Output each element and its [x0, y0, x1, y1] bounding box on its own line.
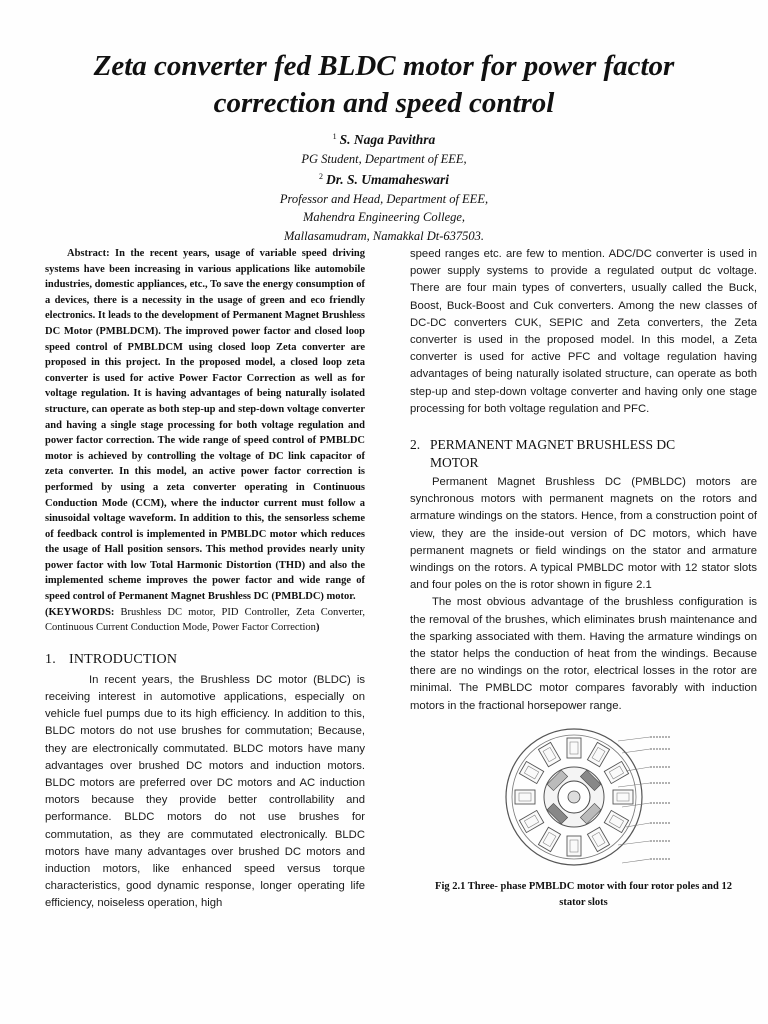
stator-slot: [587, 742, 609, 766]
author-2-name: $^2$ Dr. S. Umamaheswari: [318, 172, 450, 188]
stator-slot: [515, 790, 535, 804]
stator-slot: [519, 761, 543, 783]
author-2-affiliation-3: Mallasamudram, Namakkal Dt-637503.: [284, 228, 484, 243]
paper-title: Zeta converter fed BLDC motor for power factor correction and speed control: [93, 50, 675, 119]
stator-slot: [538, 827, 560, 851]
author-2-affiliation-2: Mahendra Engineering College,: [302, 210, 466, 225]
stator-slot: [613, 790, 633, 804]
keywords-text: Brushless DC motor, PID Controller, Zeta Converter, Continuous Current Conduction Mode, Power Factor Correction: [45, 606, 365, 634]
leader-line: [622, 749, 650, 753]
right-column: [410, 246, 757, 911]
keywords-label: (KEYWORDS:: [45, 606, 115, 618]
figure-caption: Fig 2.1 Three- phase PMBLDC motor with four rotor poles and 12 stator slots: [435, 880, 732, 908]
leader-line: [622, 859, 650, 863]
continued-text: speed ranges etc. are few to mention. ADC/DC converter is used in power supply systems to provide a regulated output dc voltage. There are four main types of converters, usually called the Buck, Boost, Buck-Boost and Cuk converters. Among the new classes of DC-DC converters CUK, SEPIC and Zeta converters, the Zeta converter is used in the proposed model. In this model, a Zeta converter is used for active PFC and voltage regulation having advantages of being naturally isolated structure, can operate as both step-up and step-down voltage converter and having only one stage processing for both voltage regulation and PFC.: [410, 248, 757, 415]
author-2-affiliation-1: Professor and Head, Department of EEE,: [279, 191, 489, 206]
leader-line: [618, 783, 650, 787]
section-2-paragraph-1: Permanent Magnet Brushless DC (PMBLDC) motors are synchronous motors with permanent magnets on the rotors and armature windings on the stators. Hence, from a construction point of view, they are the inside-out version of DC motors, which have permanent magnets or field windings on the stator and armature windings on the rotors. A typical PMBLDC motor with 12 stator slots and four poles on the is rotor shown in figure 2.1: [410, 476, 757, 592]
section-2-paragraph-2: The most obvious advantage of the brushless configuration is the removal of the brushes, which eliminates brush maintenance and the sparking associated with them. Having the armature windings on the stator helps the conduction of heat from the windings. Because there are no windings on the rotor, electrical losses in the rotor are minimal. The PMBLDC motor compares favorably with induction motors in the fractional horsepower range.: [410, 596, 757, 712]
section-2-heading: 2. PERMANENT MAGNET BRUSHLESS DC MOTOR: [410, 437, 676, 471]
stator-slot: [587, 827, 609, 851]
keywords: [45, 605, 365, 636]
left-column: [45, 246, 365, 913]
author-1-affiliation: PG Student, Department of EEE,: [301, 151, 467, 166]
motor-cross-section-diagram: [500, 723, 680, 871]
stator-slot: [519, 810, 543, 832]
section-1-heading: 1. INTRODUCTION: [45, 651, 178, 667]
figure-2-1: [410, 723, 757, 873]
keywords-close: ): [315, 622, 320, 634]
leader-line: [618, 737, 650, 741]
section-1-text: In recent years, the Brushless DC motor (BLDC) is receiving interest in automotive applications, especially on vehicle fuel pumps due to its high efficiency. In addition to this, BLDC motors do not use brushes for commutation; Because, they are electronically commutated. BLDC motors have many advantages over brushed DC motors and induction motors. BLDC motors are preferred over DC motors and AC induction motors because they provide better controllability and performance. BLDC motors do not use brushes for commutation, as they are commutated electronically. BLDC motors have many advantages over brushed DC motors and induction motors, like enhanced speed versus torque characteristics, good dynamic response, longer operating life efficiency, noiseless operation, high: [45, 673, 365, 910]
author-block: [120, 128, 648, 245]
stator-slot: [604, 810, 628, 832]
author-1-name: $^1$ S. Naga Pavithra: [332, 132, 436, 148]
stator-slot: [604, 761, 628, 783]
stator-slot: [567, 738, 581, 758]
abstract: Abstract: In the recent years, usage of variable speed driving systems have been increasing in various applications like automobile industries, domestic appliances, etc., To save the energy consumption of a devices, there is a necessity in the usage of green and eco friendly electronics. It leads to the development of Permanent Magnet Brushless DC Motor (PMBLDCM). The improved power factor and closed loop speed control of PMBLDCM using closed loop Zeta converter are proposed in this project. In the proposed model, a closed loop zeta converter is used for active Power Factor Correction as well as for voltage regulation. It is having advantages of being naturally isolated structure, can operate as both step-up and step-down voltage converter and having a single stage processing for both voltage regulation and power factor correction. The wide range of speed control of PMBLDC motor is achieved by controlling the voltage of DC link capacitor of zeta converter. In this model, an active power factor correction is performed by using a zeta converter operating in Continuous Conduction Mode (CCM), where the inductor current must follow a sinusoidal voltage waveform. In addition to this, the sensorless scheme of feedback control is implemented in PMBLDC motor which reduces the usage of Hall position sensors. This method provides nearly unity power factor with low Total Harmonic Distortion (THD) and also the implemented scheme improves the power factor and wide range of speed control of Permanent Magnet Brushless DC (PMBLDC) motor.: [45, 248, 366, 603]
leader-line: [618, 841, 650, 845]
shaft: [568, 791, 580, 803]
stator-slot: [567, 836, 581, 856]
author-2-sup: 2: [318, 172, 323, 182]
stator-slot: [538, 742, 560, 766]
author-1-sup: 1: [332, 132, 337, 141]
